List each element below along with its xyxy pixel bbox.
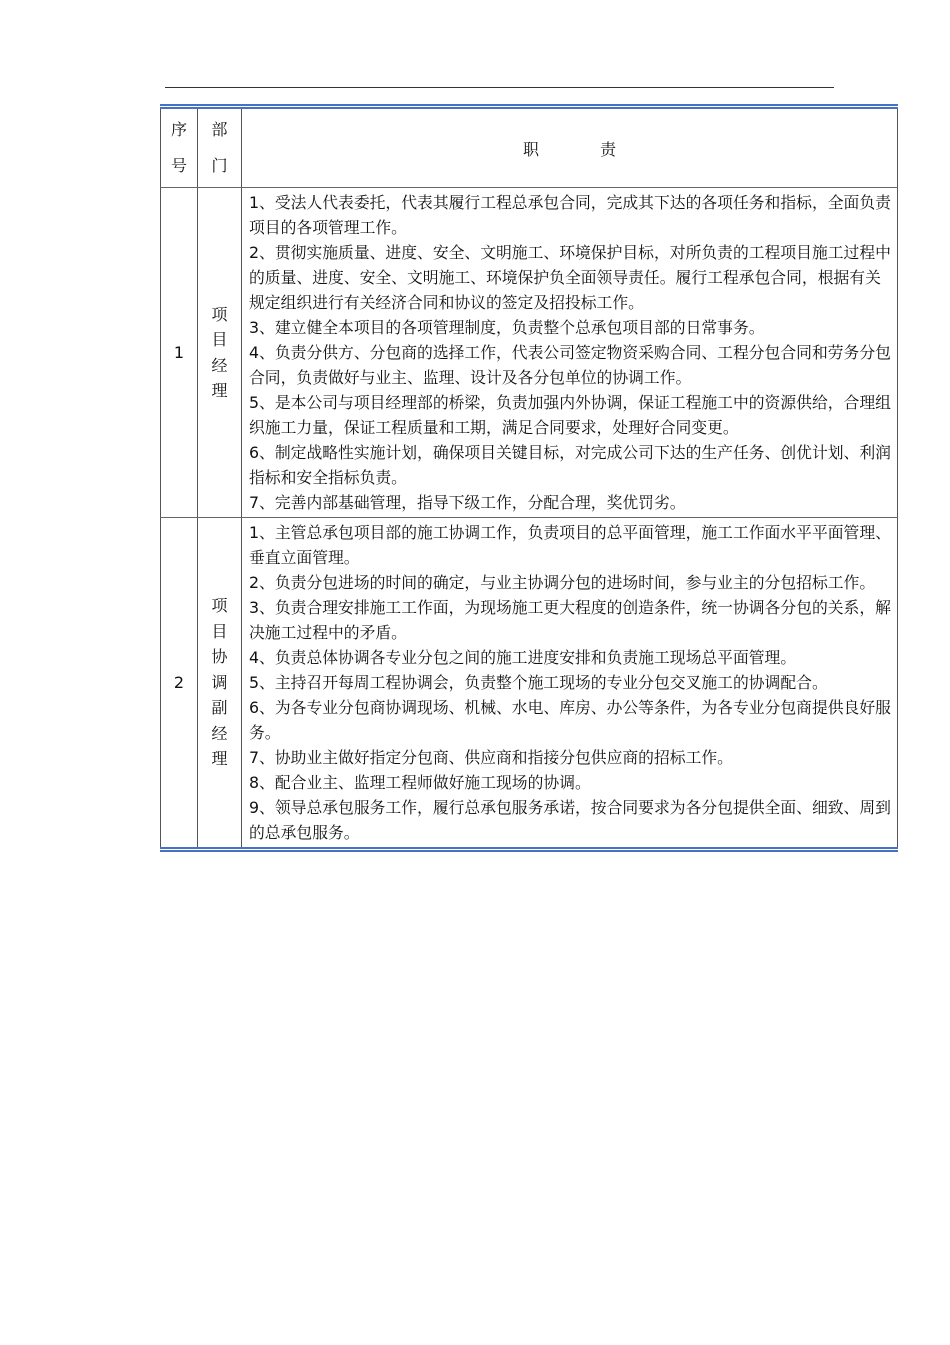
duty-item: 3、建立健全本项目的各项管理制度，负责整个总承包项目部的日常事务。 — [249, 318, 765, 337]
dept-char: 项 — [211, 596, 228, 616]
header-dept-char: 部 — [211, 120, 228, 139]
duty-item: 6、制定战略性实施计划，确保项目关键目标，对完成公司下达的生产任务、创优计划、利润指标和安全指标负责。 — [249, 443, 891, 487]
header-seq — [161, 107, 198, 188]
duty-item: 5、是本公司与项目经理部的桥梁，负责加强内外协调，保证工程施工中的资源供给，合理组织施工力量，保证工程质量和工期，满足合同要求，处理好合同变更。 — [249, 393, 891, 437]
header-seq-char: 序 — [170, 120, 187, 139]
duty-item: 2、贯彻实施质量、进度、安全、文明施工、环境保护目标，对所负责的工程项目施工过程中的质量、进度、安全、文明施工、环境保护负全面领导责任。履行工程承包合同，根据有关规定组织进行有关经济合同和协议的签定及招投标工作。 — [249, 243, 891, 312]
dept-char: 调 — [211, 672, 228, 692]
header-dept — [198, 107, 242, 188]
duty-item: 2、负责分包进场的时间的确定，与业主协调分包的进场时间，参与业主的分包招标工作。 — [249, 573, 876, 592]
row-dept — [198, 188, 242, 518]
header-seq-char: 号 — [170, 156, 187, 175]
dept-char: 项 — [211, 304, 228, 324]
duty-item: 5、主持召开每周工程协调会，负责整个施工现场的专业分包交叉施工的协调配合。 — [249, 673, 828, 692]
header-dept-char: 门 — [211, 156, 228, 175]
header-duties-label: 职 责 — [522, 139, 645, 159]
row-dept — [198, 518, 242, 850]
duty-item: 9、领导总承包服务工作，履行总承包服务承诺，按合同要求为各分包提供全面、细致、周到的总承包服务。 — [249, 798, 891, 842]
row-seq: 1 — [161, 188, 198, 518]
dept-char: 理 — [211, 749, 228, 769]
duty-item: 6、为各专业分包商协调现场、机械、水电、库房、办公等条件，为各专业分包商提供良好服务。 — [249, 698, 891, 742]
row-duties — [242, 188, 898, 518]
duty-item: 4、负责分供方、分包商的选择工作，代表公司签定物资采购合同、工程分包合同和劳务分包合同，负责做好与业主、监理、设计及各分包单位的协调工作。 — [249, 343, 891, 387]
table-header-row — [161, 107, 898, 188]
dept-char: 目 — [211, 621, 228, 641]
duty-item: 3、负责合理安排施工工作面，为现场施工更大程度的创造条件，统一协调各分包的关系，解决施工过程中的矛盾。 — [249, 598, 891, 642]
duty-item: 1、受法人代表委托，代表其履行工程总承包合同，完成其下达的各项任务和指标，全面负责项目的各项管理工作。 — [249, 193, 891, 237]
dept-char: 目 — [211, 330, 228, 349]
duty-item: 7、协助业主做好指定分包商、供应商和指接分包供应商的招标工作。 — [249, 748, 733, 767]
duty-item: 7、完善内部基础管理，指导下级工作，分配合理，奖优罚劣。 — [249, 493, 686, 512]
dept-char: 副 — [211, 698, 228, 718]
row-seq: 2 — [161, 518, 198, 850]
header-duties — [242, 107, 898, 188]
dept-char: 经 — [211, 723, 228, 743]
dept-char: 协 — [211, 647, 228, 667]
table-row — [161, 188, 898, 518]
duties-table — [160, 104, 898, 852]
row-duties — [242, 518, 898, 850]
dept-char: 理 — [211, 381, 228, 400]
duty-item: 4、负责总体协调各专业分包之间的施工进度安排和负责施工现场总平面管理。 — [249, 648, 797, 667]
header-rule — [165, 87, 834, 88]
table-row — [161, 518, 898, 850]
duty-item: 8、配合业主、监理工程师做好施工现场的协调。 — [249, 773, 591, 792]
dept-char: 经 — [211, 355, 228, 375]
duty-item: 1、主管总承包项目部的施工协调工作，负责项目的总平面管理，施工工作面水平平面管理、垂直立面管理。 — [249, 523, 891, 567]
